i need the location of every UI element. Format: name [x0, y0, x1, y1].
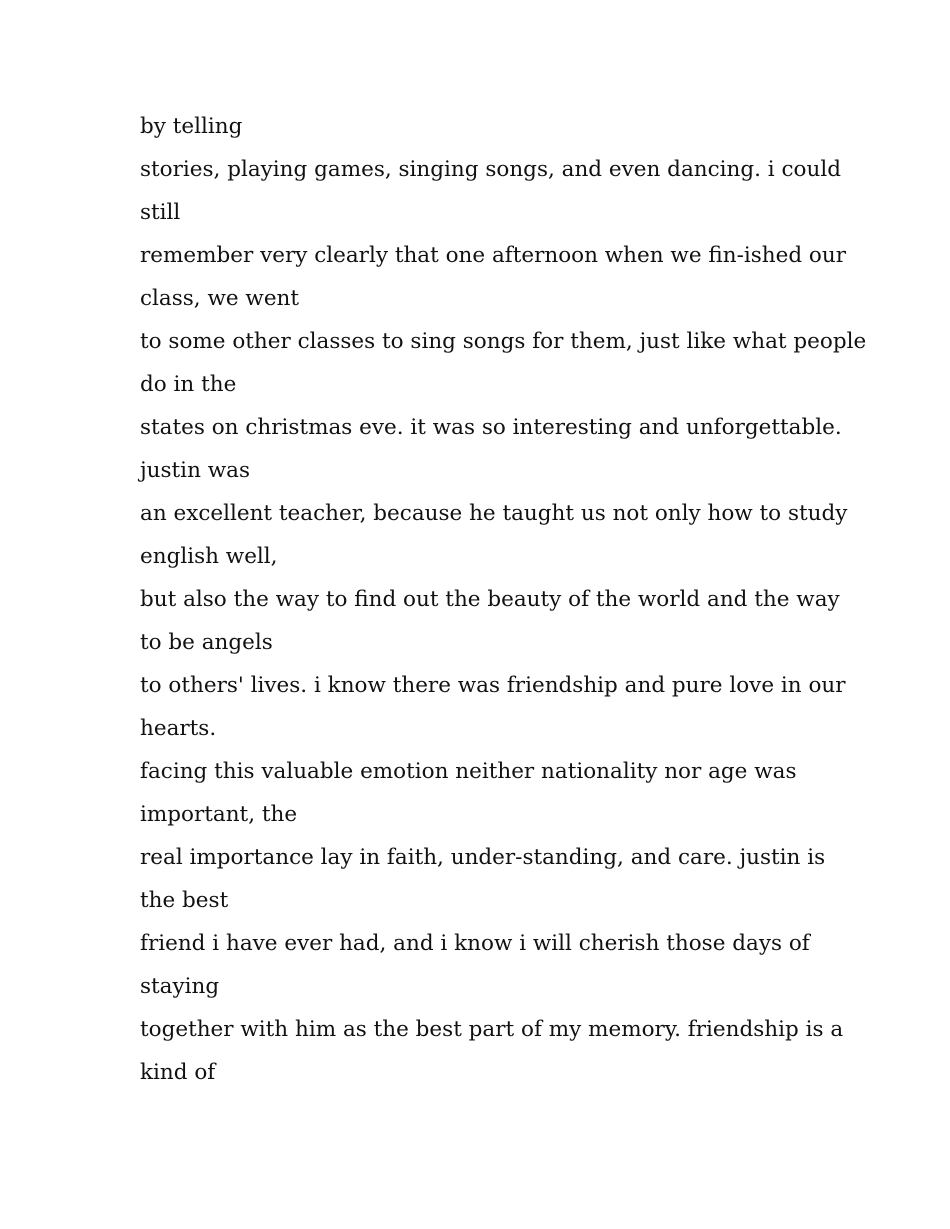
text-line: staying — [140, 974, 220, 999]
text-line: hearts. — [140, 716, 217, 741]
text-line: to be angels — [140, 630, 273, 655]
text-line: important, the — [140, 802, 298, 827]
text-line: justin was — [140, 458, 250, 483]
text-line: still — [140, 200, 181, 225]
text-line: remember very clearly that one afternoon when we fin-ished our — [140, 243, 846, 268]
text-line: kind of — [140, 1060, 216, 1085]
text-line: facing this valuable emotion neither nationality nor age was — [140, 759, 797, 784]
text-line: friend i have ever had, and i know i will cherish those days of — [140, 931, 810, 956]
text-line: to some other classes to sing songs for them, just like what people — [140, 329, 867, 354]
text-line: together with him as the best part of my memory. friendship is a — [140, 1017, 844, 1042]
body-text — [140, 105, 867, 1094]
text-line: do in the — [140, 372, 237, 397]
text-line: states on christmas eve. it was so interesting and unforgettable. — [140, 415, 842, 440]
text-line: class, we went — [140, 286, 300, 311]
text-line: english well, — [140, 544, 278, 569]
text-line: an excellent teacher, because he taught us not only how to study — [140, 501, 848, 526]
text-line: by telling — [140, 114, 243, 139]
text-line: real importance lay in faith, under-standing, and care. justin is — [140, 845, 826, 870]
text-line: but also the way to find out the beauty of the world and the way — [140, 587, 840, 612]
text-line: the best — [140, 888, 229, 913]
text-line: to others' lives. i know there was friendship and pure love in our — [140, 673, 846, 698]
text-line: stories, playing games, singing songs, and even dancing. i could — [140, 157, 841, 182]
